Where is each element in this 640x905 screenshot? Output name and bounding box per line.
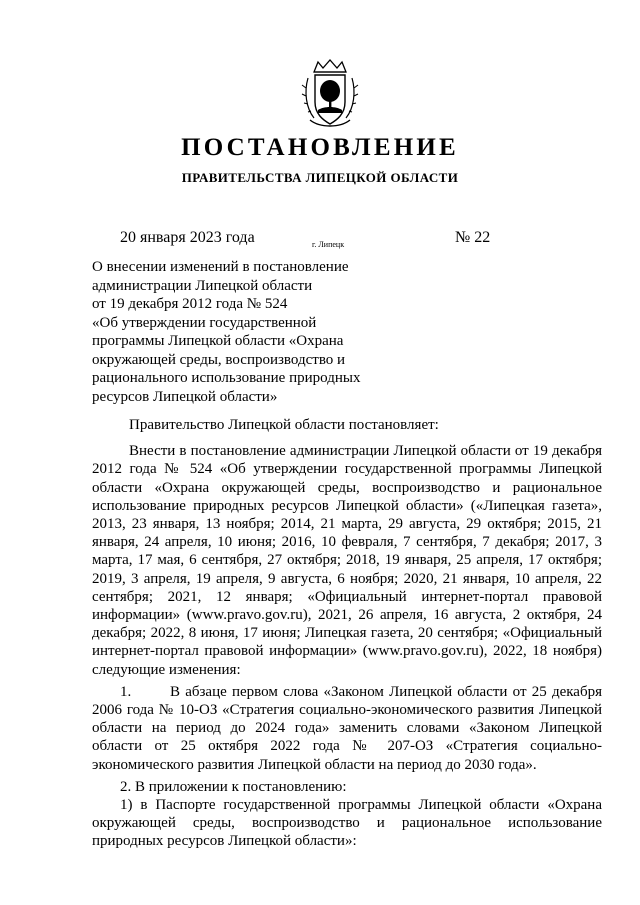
document-date: 20 января 2023 года (120, 229, 255, 246)
item-1-paragraph (92, 683, 602, 774)
heading-line: О внесении изменений в постановление (92, 259, 349, 275)
document-title: ПОСТАНОВЛЕНИЕ (181, 134, 459, 161)
item-2-sub-1-paragraph: 1) в Паспорте государственной программы Липецкой области «Охрана окружающей среды, воспроизводство и рациональное использование природных ресурсов Липецкой области»: (92, 797, 602, 850)
item-1-text: В абзаце первом слова «Законом Липецкой области от 25 декабря 2006 года № 10-ОЗ «Стратегия социально-экономического развития Липецкой области на период до 2024 года» заменить словами «Законом Липецкой области от 25 октября 2022 года № 207-ОЗ «Стратегия социально-экономического развития Липецкой области на период до 2030 года». (92, 683, 602, 773)
heading-line: администрации Липецкой области (92, 277, 313, 294)
main-paragraph: Внести в постановление администрации Липецкой области от 19 декабря 2012 года № 524 «Об утверждении государственной программы Липецкой области «Охрана окружающей среды, воспроизводство и рациональное использование природных ресурсов Липецкой области» («Липецкая газета», 2013, 23 января, 13 ноября; 2014, 21 марта, 29 августа, 29 октября; 2015, 21 января, 24 апреля, 10 июня; 2016, 10 февраля, 7 сентября, 7 декабря; 2017, 3 марта, 17 мая, 6 сентября, 27 октября; 2018, 19 января, 25 апреля, 17 октября; 2019, 3 апреля, 19 апреля, 9 августа, 6 ноября; 2020, 21 января, 10 апреля, 22 сентября; 2021, 12 января; «Официальный интернет-портал правовой информации» (www.pravo.gov.ru), 2021, 26 апреля, 16 августа, 2 октября, 24 декабря; 2022, 8 июня, 17 июня; Липецкая газета, 20 сентября; «Официальный интернет-портал правовой информации» (www.pravo.gov.ru), 2022, 18 ноября) следующие изменения: (92, 443, 602, 678)
heading-line: «Об утверждении государственной (92, 314, 317, 331)
heading-line: окружающей среды, воспроизводство и (92, 351, 346, 368)
item-1-number: 1. (120, 683, 132, 700)
heading-line: ресурсов Липецкой области» (92, 388, 278, 405)
item-2-paragraph: 2. В приложении к постановлению: (120, 778, 347, 795)
document-body (92, 416, 602, 855)
heading-line: программы Липецкой области «Охрана (92, 333, 344, 349)
document-number: № 22 (455, 229, 491, 246)
heading-line: рационального использование природных (92, 370, 361, 386)
lipetsk-coat-of-arms-icon (300, 58, 360, 130)
document-city: г. Липецк (312, 240, 345, 249)
heading-line: от 19 декабря 2012 года № 524 (92, 296, 288, 312)
document-subtitle: ПРАВИТЕЛЬСТВА ЛИПЕЦКОЙ ОБЛАСТИ (181, 170, 459, 185)
document-heading (92, 258, 392, 406)
intro-paragraph: Правительство Липецкой области постановляет: (129, 417, 439, 433)
